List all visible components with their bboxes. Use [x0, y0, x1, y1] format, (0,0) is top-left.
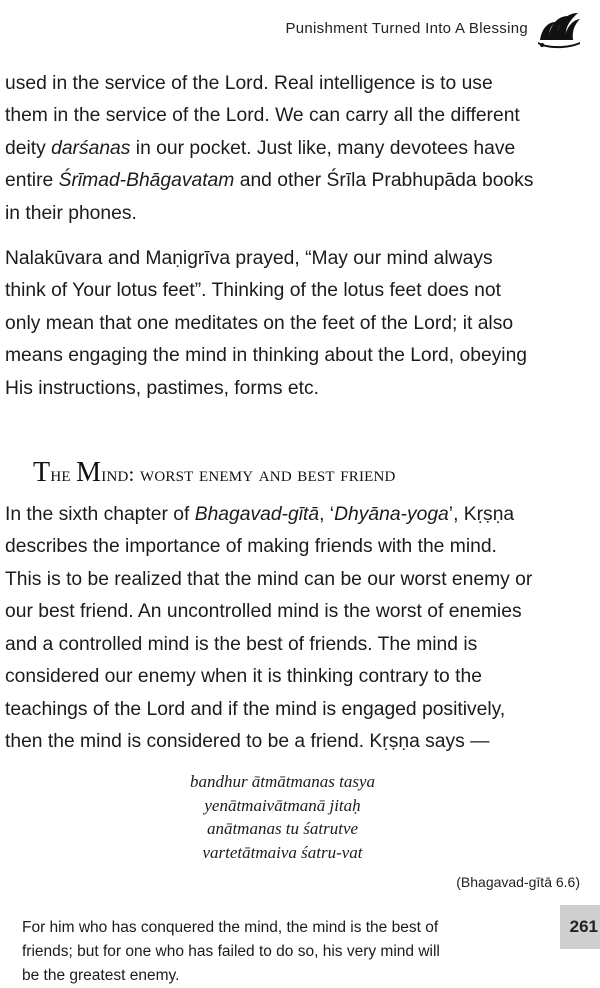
page-number: 261: [560, 905, 600, 949]
line: friends; but for one who has failed to do so, his very mind will: [22, 943, 440, 961]
italic-term: Śrīmad-Bhāgavatam: [58, 170, 235, 192]
line: describes the importance of making friends with the mind.: [5, 536, 497, 558]
running-header: [285, 10, 582, 50]
line: only mean that one meditates on the feet of the Lord; it also: [5, 312, 514, 334]
line: and other Śrīla Prabhupāda books: [234, 170, 534, 192]
verse-line: yenātmaivātmanā jitaḥ: [204, 795, 361, 815]
section-heading: The Mind: worst enemy and best friend: [33, 457, 396, 489]
line: His instructions, pastimes, forms etc.: [5, 377, 319, 399]
swan-ornament-icon: [536, 10, 582, 50]
line: used in the service of the Lord. Real intelligence is to use: [5, 73, 493, 94]
line: In the sixth chapter of: [5, 504, 195, 526]
line: This is to be realized that the mind can be our worst enemy or: [5, 568, 533, 590]
verse-line: anātmanas tu śatrutve: [206, 819, 359, 839]
verse-line: vartetātmaiva śatru-vat: [202, 842, 363, 862]
page-body: [5, 68, 590, 988]
line: Nalakūvara and Maṇigrīva prayed, “May our mind always: [5, 248, 493, 270]
line: in our pocket. Just like, many devotees have: [130, 137, 516, 159]
paragraph-3: In the sixth chapter of Bhagavad-gītā, ‘Dhyāna-yoga’, Kṛṣṇa describes the importance of making friends with the mind. This is to be realized that the mind can be our worst enemy or our best friend. An uncontrolled mind is the worst of enemies and a controlled mind is the best of friends. The mind is considered our enemy when it is thinking contrary to the teachings of the Lord and if the mind is engaged positively, then the mind is considered to be a friend. Kṛṣṇa says —: [5, 504, 533, 752]
line: be the greatest enemy.: [22, 967, 180, 985]
line: our best friend. An uncontrolled mind is the worst of enemies: [5, 601, 522, 623]
line: and a controlled mind is the best of friends. The mind is: [5, 633, 478, 655]
line: then the mind is considered to be a friend. Kṛṣṇa says —: [5, 730, 490, 752]
line: considered our enemy when it is thinking contrary to the: [5, 666, 482, 688]
sanskrit-verse: [5, 770, 590, 864]
verse-line: bandhur ātmātmanas tasya: [189, 772, 376, 792]
line: in their phones.: [5, 202, 137, 224]
paragraph-2: [5, 243, 590, 405]
line: For him who has conquered the mind, the mind is the best of: [22, 919, 439, 937]
verse-translation: [22, 916, 560, 988]
running-title: Punishment Turned Into A Blessing: [285, 19, 528, 37]
verse-citation: (Bhagavad-gītā 6.6): [456, 874, 580, 891]
paragraph-1: [5, 68, 590, 230]
line: means engaging the mind in thinking about the Lord, obeying: [5, 345, 528, 367]
line: entire: [5, 170, 59, 192]
line: deity: [5, 137, 52, 159]
line: think of Your lotus feet”. Thinking of the lotus feet does not: [5, 280, 501, 302]
line: them in the service of the Lord. We can carry all the different: [5, 105, 520, 127]
italic-term: darśanas: [51, 137, 131, 159]
line: teachings of the Lord and if the mind is engaged positively,: [5, 698, 506, 720]
italic-term: Dhyāna-yoga: [334, 504, 449, 526]
italic-term: Bhagavad-gītā: [194, 504, 320, 526]
